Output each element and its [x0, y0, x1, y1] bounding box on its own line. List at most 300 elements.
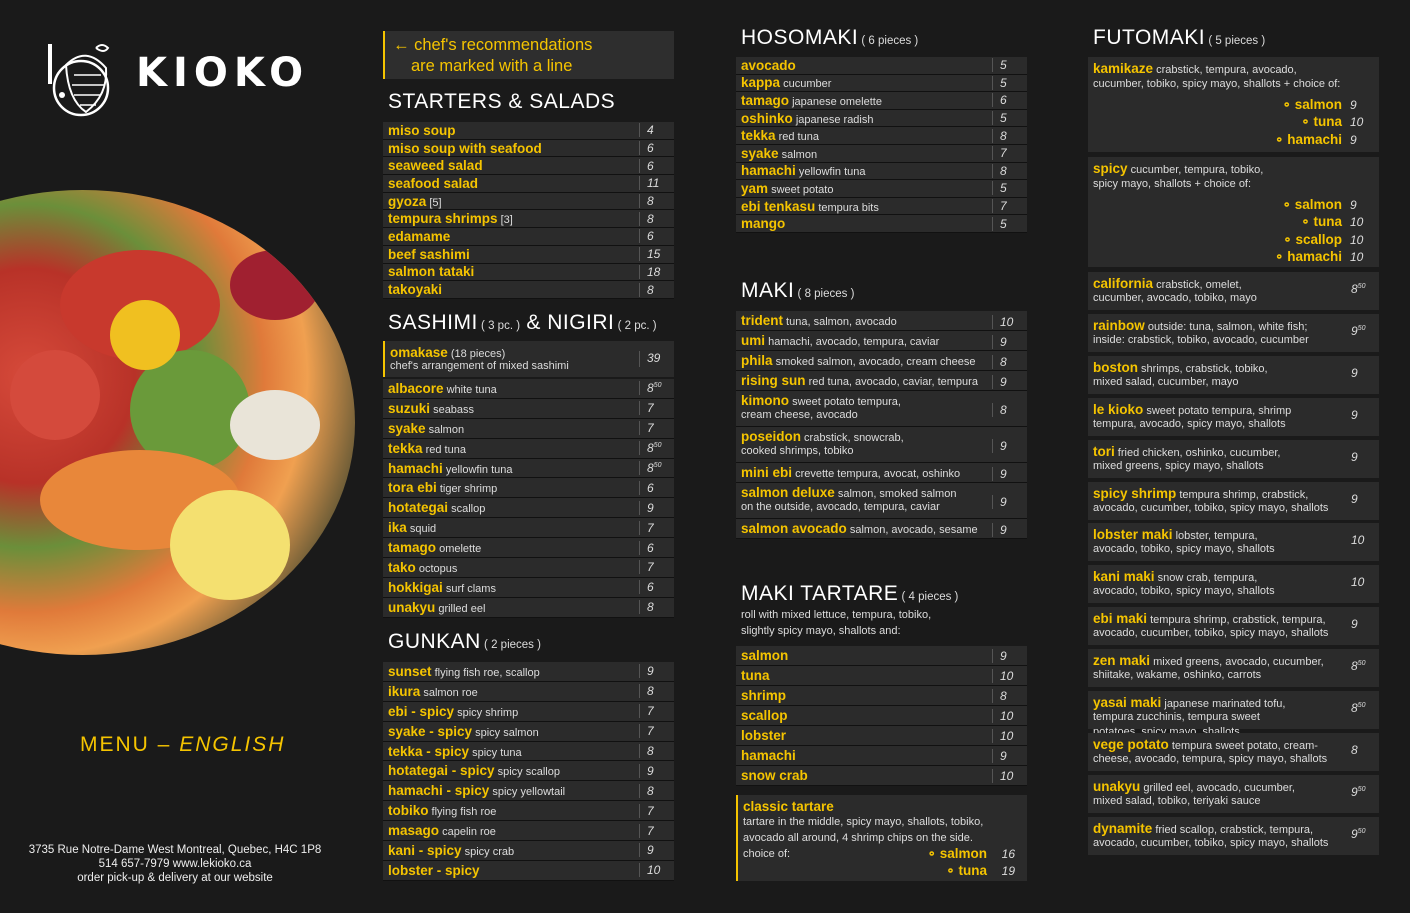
option-price: 16: [1001, 847, 1015, 861]
tartare-list-item: [736, 706, 1027, 726]
tartare-title-count: ( 4 pieces ): [898, 591, 959, 603]
nigiri-title: & NIGIRI: [520, 311, 615, 334]
gunkan-title-count: ( 2 pieces ): [480, 639, 541, 651]
item-name: zen maki mixed greens, avocado, cucumber,: [1093, 653, 1324, 669]
futomaki-title: FUTOMAKI ( 5 pieces ): [1093, 26, 1266, 49]
item-name: mini ebi crevette tempura, avocat, oshinko: [741, 465, 961, 480]
item-description: sweet potato tempura,: [789, 396, 901, 408]
maki-item: [736, 391, 1027, 427]
item-price: 6: [639, 580, 674, 594]
futomaki-item: [1088, 733, 1379, 771]
menu-language-label: [80, 733, 285, 757]
item-price: 7: [639, 724, 674, 738]
item-name: hamachi yellowfin tuna: [741, 163, 866, 179]
maki-title: MAKI ( 8 pieces ): [741, 279, 855, 302]
language-label: ENGLISH: [179, 733, 286, 756]
item-name: rainbow outside: tuna, salmon, white fish;: [1093, 317, 1308, 333]
item-text: [741, 393, 992, 422]
item-price: 9: [639, 664, 674, 678]
fish-logo-icon: [46, 40, 116, 120]
item-description: crabstick, omelet,: [1153, 279, 1242, 291]
sashimi-list-item: [383, 419, 674, 439]
item-description: red tuna: [775, 131, 819, 144]
item-name: hamachi: [741, 748, 796, 763]
tartare-list-item: [736, 646, 1027, 666]
item-description: spicy yellowtail: [489, 786, 566, 799]
item-name: tekka red tuna: [741, 128, 819, 144]
starters-title: STARTERS & SALADS: [388, 90, 616, 113]
maki-item: [736, 519, 1027, 539]
item-description-2: avocado, cucumber, tobiko, spicy mayo, shallots: [1093, 501, 1329, 514]
item-price: 9: [992, 749, 1027, 763]
item-description: flying fish roe, scallop: [431, 666, 540, 679]
item-name: mango: [741, 216, 786, 232]
item-price: 8: [639, 744, 674, 758]
maki-list: [736, 311, 1027, 539]
item-name: miso soup: [388, 122, 456, 138]
item-price: 8: [992, 355, 1027, 369]
item-name: tora ebi tiger shrimp: [388, 480, 498, 496]
chef-recommendation-note: [383, 31, 674, 79]
item-name: umi hamachi, avocado, tempura, caviar: [741, 333, 940, 348]
item-price: 39: [639, 351, 674, 367]
item-name: tekka - spicy spicy tuna: [388, 743, 522, 759]
item-description: grilled eel, avocado, cucumber,: [1140, 781, 1295, 794]
item-name: albacore white tuna: [388, 380, 497, 396]
item-price: 10: [992, 769, 1027, 783]
item-price: 9: [639, 843, 674, 857]
item-name: poseidon crabstick, snowcrab,: [741, 429, 904, 444]
item-description: flying fish roe: [428, 806, 497, 819]
item-price: $8^{50}$: [639, 461, 674, 475]
item-price: 7: [639, 521, 674, 535]
starters-list-item: [383, 228, 674, 246]
item-description: smoked salmon, avocado, cream cheese: [772, 356, 976, 368]
item-price: 7: [992, 146, 1027, 160]
starters-list-item: [383, 175, 674, 193]
item-name: tamago japanese omelette: [741, 92, 882, 108]
tartare-list-item: [736, 766, 1027, 786]
item-price: 5: [992, 111, 1027, 125]
item-name: tempura shrimps [3]: [388, 211, 513, 227]
item-price: 9: [992, 439, 1027, 453]
futomaki-item: [1088, 607, 1379, 645]
item-name: hotategai - spicy spicy scallop: [388, 763, 560, 779]
item-description: yellowfin tuna: [442, 463, 513, 476]
option-price: 19: [1001, 864, 1015, 878]
item-name: le kioko sweet potato tempura, shrimp: [1093, 401, 1292, 417]
left-panel: [0, 0, 372, 913]
sashimi-list-item: [383, 498, 674, 518]
item-price: 10: [992, 315, 1027, 329]
item-name: dynamite fried scallop, crabstick, tempura,: [1093, 820, 1314, 836]
starters-list-item: [383, 193, 674, 211]
item-description: sweet potato tempura, shrimp: [1143, 404, 1292, 417]
sashimi-list-item: [383, 379, 674, 399]
gunkan-list-item: [383, 761, 674, 781]
item-price: 8: [639, 212, 674, 226]
sashimi-photo: [0, 190, 355, 655]
item-name: yam sweet potato: [741, 180, 834, 196]
item-name: spicy shrimp tempura shrimp, crabstick,: [1093, 485, 1309, 501]
gunkan-list-item: [383, 821, 674, 841]
item-description: japanese omelette: [789, 95, 882, 108]
tartare-title: MAKI TARTARE ( 4 pieces ): [741, 582, 959, 605]
item-price: 10: [1351, 533, 1365, 548]
gunkan-list-item: [383, 742, 674, 762]
item-description: seabass: [430, 403, 475, 416]
item-price: 9: [639, 501, 674, 515]
item-description-2: tempura, avocado, spicy mayo, shallots: [1093, 417, 1286, 430]
item-description: tiger shrimp: [436, 483, 498, 496]
item-description: surf clams: [442, 582, 496, 595]
item-description: crabstick, tempura, avocado,: [1153, 64, 1297, 76]
futomaki-item: [1088, 482, 1379, 520]
note-line-1: ← chef's recommendations: [393, 36, 593, 54]
item-description-2: cream cheese, avocado: [741, 409, 858, 421]
item-text: [741, 313, 992, 328]
sashimi-list-item: [383, 558, 674, 578]
option-salmon: ∘ salmon: [927, 846, 987, 861]
item-description: outside: tuna, salmon, white fish;: [1144, 320, 1308, 333]
item-price: $9^{50}$: [1351, 826, 1366, 841]
tartare-description: [741, 607, 931, 639]
sashimi-list: [383, 379, 674, 618]
address: [20, 843, 330, 885]
item-price: 9: [1351, 617, 1358, 632]
order-note: order pick-up & delivery at our website: [77, 872, 273, 884]
item-description: yellowfin tuna: [795, 166, 866, 179]
item-price: 7: [639, 824, 674, 838]
tartare-list: [736, 646, 1027, 786]
item-name: oshinko japanese radish: [741, 110, 874, 126]
tartare-list-item: [736, 686, 1027, 706]
starters-list-item: [383, 157, 674, 175]
hosomaki-list-item: [736, 92, 1027, 110]
item-price: 7: [639, 804, 674, 818]
futomaki-item: [1088, 817, 1379, 855]
item-name: salmon avocado salmon, avocado, sesame: [741, 521, 978, 536]
futomaki-item: [1088, 565, 1379, 603]
item-name: ebi tenkasu tempura bits: [741, 198, 879, 214]
item-description: white tuna: [443, 383, 497, 396]
starters-list-item: [383, 281, 674, 299]
item-price: 8: [639, 600, 674, 614]
item-name: ika squid: [388, 520, 437, 536]
item-description: choice of:: [743, 848, 791, 860]
item-price: 9: [992, 495, 1027, 509]
item-description: [5]: [426, 196, 442, 209]
item-name: hamachi - spicy spicy yellowtail: [388, 783, 566, 799]
futomaki-item: [1088, 398, 1379, 436]
maki-item: [736, 427, 1027, 463]
option-price: 10: [1350, 115, 1364, 130]
starters-list-item: [383, 246, 674, 264]
item-price: 8: [1351, 742, 1358, 757]
item-description: salmon: [425, 423, 465, 436]
spicy-item: [1088, 157, 1379, 267]
futomaki-item: [1088, 523, 1379, 561]
sashimi-list-item: [383, 478, 674, 498]
omakase-item: [383, 341, 674, 377]
item-price: 6: [992, 93, 1027, 107]
item-name: tekka red tuna: [388, 440, 466, 456]
item-price: 5: [992, 181, 1027, 195]
hosomaki-title: HOSOMAKI ( 6 pieces ): [741, 26, 919, 49]
maki-item: [736, 311, 1027, 331]
item-price: 10: [1351, 575, 1365, 590]
item-description: japanese marinated tofu,: [1161, 698, 1286, 710]
item-description: tempura shrimp, crabstick,: [1176, 488, 1309, 501]
item-price: 9: [992, 335, 1027, 349]
item-description: crevette tempura, avocat, oshinko: [792, 468, 961, 480]
gunkan-list-item: [383, 781, 674, 801]
item-name: syake - spicy spicy salmon: [388, 723, 539, 739]
starters-list-item: [383, 210, 674, 228]
item-description: squid: [406, 523, 437, 536]
item-description: salmon: [778, 148, 818, 161]
futomaki-item: [1088, 356, 1379, 394]
hosomaki-list-item: [736, 163, 1027, 181]
item-name: scallop: [741, 708, 788, 723]
item-name: tamago omelette: [388, 540, 482, 556]
option-tuna: ∘ tuna: [946, 863, 987, 878]
item-description-2: mixed greens, spicy mayo, shallots: [1093, 459, 1264, 472]
item-description-2: cheese, avocado, tempura, spicy mayo, shallots: [1093, 752, 1328, 765]
item-description: cucumber: [780, 78, 832, 91]
classic-tartare: [736, 795, 1027, 881]
item-description: salmon, avocado, sesame: [846, 524, 978, 536]
item-description: mixed greens, avocado, cucumber,: [1150, 656, 1324, 669]
item-name: syake salmon: [388, 420, 465, 436]
item-price: 8: [639, 784, 674, 798]
futomaki-item: [1088, 314, 1379, 352]
item-description: capelin roe: [439, 826, 496, 839]
item-name: snow crab: [741, 768, 808, 783]
item-text: [741, 333, 992, 348]
option-price: 9: [1350, 132, 1357, 147]
item-description: japanese radish: [792, 113, 874, 126]
item-name: seafood salad: [388, 175, 479, 191]
item-description: spicy scallop: [494, 766, 560, 779]
item-price: 6: [639, 159, 674, 173]
item-name: tako octopus: [388, 559, 458, 575]
futomaki-item: [1088, 649, 1379, 687]
item-price: $8^{50}$: [639, 441, 674, 455]
gunkan-list-item: [383, 722, 674, 742]
item-price: 8: [639, 194, 674, 208]
item-description: red tuna: [422, 443, 466, 456]
item-name: salmon deluxe salmon, smoked salmon: [741, 485, 957, 500]
item-name: tuna: [741, 668, 770, 683]
item-name: unakyu grilled eel: [388, 599, 486, 615]
sashimi-title-count: ( 3 pc. ): [477, 320, 521, 332]
item-price: 9: [992, 523, 1027, 537]
item-description: cucumber, tempura, tobiko,: [1127, 164, 1264, 176]
item-name: phila smoked salmon, avocado, cream cheese: [741, 353, 976, 368]
sashimi-list-item: [383, 578, 674, 598]
futomaki-title-count: ( 5 pieces ): [1205, 35, 1266, 47]
futomaki-item: [1088, 775, 1379, 813]
item-description-2: avocado, cucumber, tobiko, spicy mayo, shallots: [1093, 627, 1329, 640]
nigiri-count: ( 2 pc. ): [614, 320, 657, 332]
tartare-desc-line: roll with mixed lettuce, tempura, tobiko,: [741, 609, 932, 621]
sashimi-list-item: [383, 439, 674, 459]
item-name: yasai maki japanese marinated tofu,: [1093, 695, 1286, 710]
item-description: avocado all around, 4 shrimp chips on the side.: [743, 832, 973, 844]
item-description-2: avocado, cucumber, tobiko, spicy mayo, shallots: [1093, 836, 1329, 849]
item-price: 9: [1351, 407, 1358, 422]
hosomaki-list-item: [736, 75, 1027, 93]
hosomaki-list-item: [736, 127, 1027, 145]
starters-list-item: [383, 122, 674, 140]
item-price: 7: [639, 421, 674, 435]
item-description: tempura sweet potato, cream-: [1168, 739, 1318, 752]
item-name: classic tartare: [743, 799, 834, 814]
hosomaki-list-item: [736, 110, 1027, 128]
item-name: hotategai scallop: [388, 500, 486, 516]
gunkan-list-item: [383, 662, 674, 682]
kamikaze-item: [1088, 57, 1379, 152]
item-price: 7: [639, 704, 674, 718]
item-description: chef's arrangement of mixed sashimi: [390, 360, 569, 372]
item-price: $8^{50}$: [1351, 701, 1366, 715]
maki-item: [736, 351, 1027, 371]
item-name: kani - spicy spicy crab: [388, 842, 515, 858]
item-name: edamame: [388, 228, 451, 244]
item-description-2: on the outside, avocado, tempura, caviar: [741, 501, 940, 513]
item-description: tuna, salmon, avocado: [783, 316, 897, 328]
item-price: $8^{50}$: [1351, 659, 1366, 674]
sashimi-list-item: [383, 518, 674, 538]
tartare-list-item: [736, 746, 1027, 766]
maki-title-count: ( 8 pieces ): [794, 288, 855, 300]
item-description: fried scallop, crabstick, tempura,: [1152, 823, 1314, 836]
item-description: spicy crab: [461, 845, 515, 858]
phone-website: 514 657-7979 www.lekioko.ca: [98, 858, 252, 870]
item-description: hamachi, avocado, tempura, caviar: [765, 336, 940, 348]
option-hamachi: ∘ hamachi: [1275, 131, 1342, 147]
item-name: syake salmon: [741, 145, 818, 161]
item-name: miso soup with seafood: [388, 140, 542, 156]
item-name: boston shrimps, crabstick, tobiko,: [1093, 359, 1268, 375]
item-text: [741, 353, 992, 368]
item-description: red tuna, avocado, caviar, tempura: [805, 376, 978, 388]
hosomaki-list: [736, 57, 1027, 233]
item-description-2: shiitake, wakame, oshinko, carrots: [1093, 669, 1262, 682]
item-description-2: spicy mayo, shallots + choice of:: [1093, 178, 1252, 190]
item-name: kamikaze crabstick, tempura, avocado,: [1093, 61, 1297, 76]
item-description: spicy tuna: [469, 746, 522, 759]
option-price: 10: [1350, 249, 1364, 264]
item-price: 11: [639, 176, 674, 190]
item-description: shrimps, crabstick, tobiko,: [1138, 362, 1268, 375]
item-description: tempura shrimp, crabstick, tempura,: [1147, 614, 1326, 627]
item-price: 5: [992, 58, 1027, 72]
item-name: hamachi yellowfin tuna: [388, 460, 513, 476]
item-text: [741, 521, 992, 536]
item-description-2: cucumber, tobiko, spicy mayo, shallots + choice of:: [1093, 78, 1341, 90]
maki-item: [736, 463, 1027, 483]
item-price: 10: [992, 729, 1027, 743]
item-description: tartare in the middle, spicy mayo, shallots, tobiko,: [743, 816, 984, 828]
option-salmon: ∘ salmon: [1282, 97, 1342, 112]
gunkan-title: GUNKAN ( 2 pieces ): [388, 630, 541, 653]
option-price: 10: [1350, 232, 1364, 247]
option-tuna: ∘ tuna: [1301, 114, 1342, 130]
item-name: beef sashimi: [388, 246, 470, 262]
futomaki-item: [1088, 691, 1379, 729]
sashimi-list-item: [383, 538, 674, 558]
gunkan-list-item: [383, 702, 674, 722]
maki-item: [736, 331, 1027, 351]
hosomaki-list-item: [736, 198, 1027, 216]
item-price: 15: [639, 247, 674, 261]
hosomaki-list-item: [736, 180, 1027, 198]
item-price: 6: [639, 229, 674, 243]
option-price: 10: [1350, 215, 1364, 230]
item-price: 4: [639, 123, 674, 137]
gunkan-list-item: [383, 801, 674, 821]
item-description: scallop: [448, 503, 486, 516]
item-price: 10: [992, 669, 1027, 683]
item-name: kani maki snow crab, tempura,: [1093, 569, 1258, 585]
option-hamachi: ∘ hamachi: [1275, 248, 1342, 264]
item-name: ebi maki tempura shrimp, crabstick, tempura,: [1093, 611, 1326, 627]
street-address: 3735 Rue Notre-Dame West Montreal, Quebec, H4C 1P8: [28, 844, 322, 856]
item-description: tempura bits: [815, 201, 879, 214]
hosomaki-list-item: [736, 215, 1027, 233]
item-name: rising sun red tuna, avocado, caviar, tempura: [741, 373, 978, 388]
item-name: tobiko flying fish roe: [388, 803, 497, 819]
item-description: [3]: [497, 214, 513, 227]
item-price: 9: [639, 764, 674, 778]
tartare-list-item: [736, 666, 1027, 686]
item-price: 9: [1351, 449, 1358, 464]
gunkan-list: [383, 662, 674, 881]
item-description-2: avocado, tobiko, spicy mayo, shallots: [1093, 543, 1275, 556]
sashimi-title: SASHIMI ( 3 pc. ) & NIGIRI ( 2 pc. ): [388, 311, 657, 334]
item-name: california crabstick, omelet,: [1093, 276, 1242, 291]
menu-label: MENU –: [80, 733, 180, 756]
item-price: $8^{50}$: [639, 381, 674, 395]
option-price: 9: [1350, 98, 1357, 112]
item-description-2: cooked shrimps, tobiko: [741, 445, 854, 457]
hosomaki-list-item: [736, 145, 1027, 163]
item-description: octopus: [415, 562, 458, 575]
item-name: omakase (18 pieces): [390, 345, 506, 360]
gunkan-list-item: [383, 682, 674, 702]
item-text: [741, 485, 992, 514]
item-name: lobster: [741, 728, 787, 743]
gunkan-list-item: [383, 841, 674, 861]
item-price: 8: [639, 684, 674, 698]
item-name: trident tuna, salmon, avocado: [741, 313, 897, 328]
item-name: masago capelin roe: [388, 823, 496, 839]
gunkan-list-item: [383, 861, 674, 881]
futomaki-item: [1088, 440, 1379, 478]
item-price: 10: [992, 709, 1027, 723]
option-price: 9: [1350, 198, 1357, 212]
sashimi-list-item: [383, 399, 674, 419]
item-name: seaweed salad: [388, 158, 483, 174]
item-price: 5: [992, 76, 1027, 90]
item-description: salmon, smoked salmon: [834, 488, 957, 500]
item-name: shrimp: [741, 688, 787, 703]
item-description: snow crab, tempura,: [1154, 572, 1258, 585]
item-price: 18: [639, 265, 674, 279]
item-text: [741, 429, 992, 458]
